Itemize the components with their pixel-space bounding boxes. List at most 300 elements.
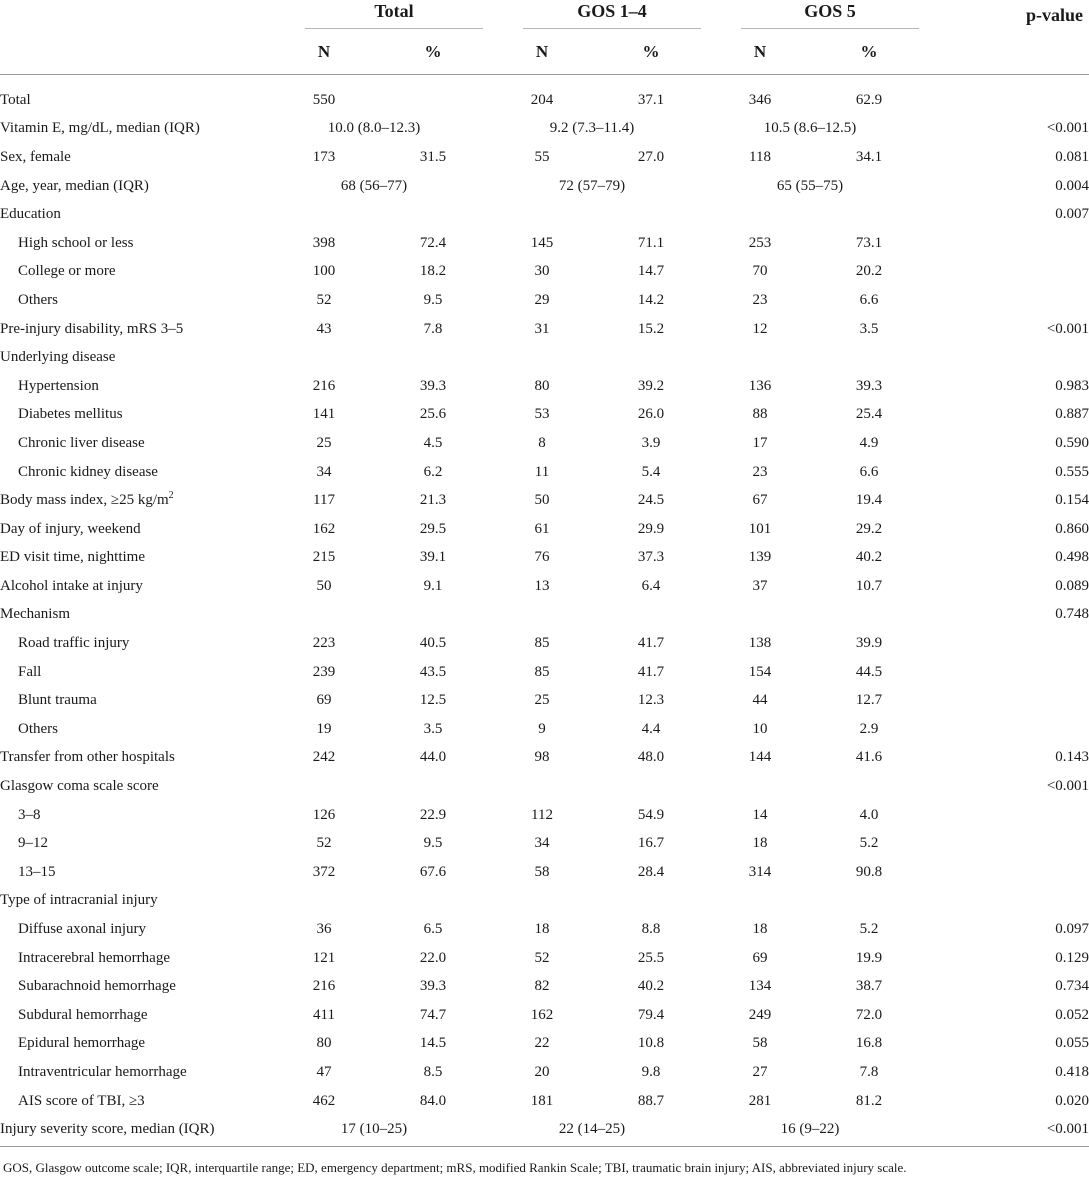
count-cell: 29 — [534, 291, 550, 308]
percent-cell — [601, 200, 701, 229]
header-group-total-label: Total — [305, 1, 483, 29]
percent-cell: 34.1 — [855, 148, 883, 165]
row-label-text: Education — [0, 206, 61, 223]
percent-cell: 72.4 — [419, 234, 447, 251]
percent-cell: 39.3 — [855, 377, 883, 394]
percent-cell — [819, 887, 919, 916]
row-label-text: Glasgow coma scale score — [0, 778, 159, 795]
row-label-text: Vitamin E, mg/dL, median (IQR) — [0, 120, 200, 137]
table-row — [0, 458, 1089, 487]
pvalue-cell: 0.154 — [1055, 492, 1089, 509]
percent-cell: 7.8 — [859, 1063, 879, 1080]
row-label — [0, 801, 265, 830]
table-row — [0, 1001, 1089, 1030]
footnote: GOS, Glasgow outcome scale; IQR, interquartile range; ED, emergency department; mRS, modified Rankin Scale; TBI, traumatic brain injury; AIS, abbreviated injury scale. — [3, 1160, 907, 1175]
percent-cell: 4.5 — [423, 434, 443, 451]
count-cell: 223 — [312, 635, 336, 652]
percent-cell: 26.0 — [637, 406, 665, 423]
count-cell: 162 — [530, 1006, 554, 1023]
percent-cell: 74.7 — [419, 1006, 447, 1023]
pvalue-cell: 0.020 — [1055, 1092, 1089, 1109]
table-row — [0, 744, 1089, 773]
percent-cell — [601, 601, 701, 630]
row-label-text: Age, year, median (IQR) — [0, 177, 149, 194]
median-iqr-cell: 10.5 (8.6–12.5) — [763, 120, 857, 137]
percent-cell: 54.9 — [637, 806, 665, 823]
row-label-text: College or more — [18, 263, 116, 280]
count-cell — [701, 200, 819, 229]
count-cell: 22 — [534, 1035, 550, 1052]
count-cell: 85 — [534, 663, 550, 680]
median-iqr-cell: 65 (55–75) — [776, 177, 844, 194]
count-cell: 126 — [312, 806, 336, 823]
count-cell: 67 — [752, 492, 768, 509]
count-cell: 346 — [748, 91, 772, 108]
header-group-gos5 — [701, 0, 919, 30]
count-cell: 242 — [312, 749, 336, 766]
row-label-text: Others — [18, 291, 58, 308]
count-cell: 173 — [312, 148, 336, 165]
percent-cell: 48.0 — [637, 749, 665, 766]
count-cell: 19 — [316, 720, 332, 737]
count-cell: 138 — [748, 635, 772, 652]
row-label-text: Epidural hemorrhage — [18, 1035, 146, 1052]
row-label — [0, 629, 265, 658]
count-cell: 58 — [534, 863, 550, 880]
count-cell: 249 — [748, 1006, 772, 1023]
row-label-text: Diffuse axonal injury — [18, 921, 147, 938]
row-label — [0, 1058, 265, 1087]
table-row — [0, 172, 1089, 201]
count-cell — [265, 343, 383, 372]
count-cell: 98 — [534, 749, 550, 766]
percent-cell: 71.1 — [637, 234, 665, 251]
percent-cell: 27.0 — [637, 148, 665, 165]
count-cell — [265, 200, 383, 229]
count-cell — [265, 601, 383, 630]
percent-cell — [819, 772, 919, 801]
row-label-text: 13–15 — [18, 863, 56, 880]
pvalue-cell — [919, 629, 1089, 658]
percent-cell: 19.9 — [855, 949, 883, 966]
row-label — [0, 401, 265, 430]
row-label-text: Alcohol intake at injury — [0, 577, 143, 594]
percent-cell — [601, 772, 701, 801]
percent-cell — [383, 772, 483, 801]
row-label — [0, 286, 265, 315]
percent-cell: 72.0 — [855, 1006, 883, 1023]
percent-cell: 12.7 — [855, 692, 883, 709]
count-cell: 47 — [316, 1063, 332, 1080]
count-cell: 69 — [316, 692, 332, 709]
table-row — [0, 1058, 1089, 1087]
percent-cell — [819, 343, 919, 372]
row-label — [0, 572, 265, 601]
pvalue-cell: 0.590 — [1055, 434, 1089, 451]
row-label — [0, 429, 265, 458]
count-cell: 11 — [534, 463, 550, 480]
percent-cell: 62.9 — [855, 91, 883, 108]
row-label — [0, 486, 265, 515]
table-row — [0, 887, 1089, 916]
row-label-text: High school or less — [18, 234, 134, 251]
count-cell: 52 — [534, 949, 550, 966]
pvalue-cell — [919, 658, 1089, 687]
count-cell: 18 — [752, 835, 768, 852]
header-sub-pct: % — [424, 42, 442, 61]
table-row — [0, 286, 1089, 315]
table-row — [0, 715, 1089, 744]
row-label-text: Type of intracranial injury — [0, 892, 158, 909]
percent-cell: 29.5 — [419, 520, 447, 537]
pvalue-cell: 0.055 — [1055, 1035, 1089, 1052]
pvalue-cell: 0.004 — [1055, 177, 1089, 194]
count-cell: 30 — [534, 263, 550, 280]
percent-cell: 41.6 — [855, 749, 883, 766]
count-cell: 372 — [312, 863, 336, 880]
count-cell: 23 — [752, 291, 768, 308]
percent-cell: 25.5 — [637, 949, 665, 966]
percent-cell: 9.5 — [423, 835, 443, 852]
percent-cell: 40.2 — [855, 549, 883, 566]
row-label-text: Mechanism — [0, 606, 70, 623]
median-iqr-cell: 22 (14–25) — [558, 1121, 626, 1138]
count-cell: 44 — [752, 692, 768, 709]
pvalue-cell — [919, 801, 1089, 830]
percent-cell: 39.1 — [419, 549, 447, 566]
pvalue-cell: 0.418 — [1055, 1063, 1089, 1080]
percent-cell — [383, 887, 483, 916]
percent-cell: 6.6 — [859, 291, 879, 308]
pvalue-cell: 0.143 — [1055, 749, 1089, 766]
row-label-text: Blunt trauma — [18, 692, 97, 709]
pvalue-cell: <0.001 — [1046, 320, 1089, 337]
count-cell: 25 — [534, 692, 550, 709]
count-cell: 18 — [534, 921, 550, 938]
percent-cell: 40.5 — [419, 635, 447, 652]
table-row — [0, 801, 1089, 830]
percent-cell: 43.5 — [419, 663, 447, 680]
median-iqr-cell: 72 (57–79) — [558, 177, 626, 194]
count-cell: 80 — [534, 377, 550, 394]
count-cell: 34 — [316, 463, 332, 480]
row-label-text: Chronic liver disease — [18, 434, 145, 451]
percent-cell: 6.2 — [423, 463, 443, 480]
pvalue-cell: <0.001 — [1046, 778, 1089, 795]
row-label-text: Others — [18, 720, 58, 737]
percent-cell: 84.0 — [419, 1092, 447, 1109]
count-cell: 117 — [313, 492, 335, 509]
count-cell — [701, 772, 819, 801]
pvalue-cell: 0.734 — [1055, 978, 1089, 995]
percent-cell: 16.8 — [855, 1035, 883, 1052]
percent-cell: 16.7 — [637, 835, 665, 852]
row-label-text: AIS score of TBI, ≥3 — [18, 1092, 145, 1109]
row-label-text: Subdural hemorrhage — [18, 1006, 148, 1023]
percent-cell: 3.5 — [859, 320, 879, 337]
row-label — [0, 972, 265, 1001]
count-cell: 69 — [752, 949, 768, 966]
pvalue-cell: 0.498 — [1055, 549, 1089, 566]
count-cell: 31 — [534, 320, 550, 337]
count-cell: 34 — [534, 835, 550, 852]
table-row — [0, 601, 1089, 630]
percent-cell: 22.0 — [419, 949, 447, 966]
count-cell — [265, 772, 383, 801]
count-cell — [483, 887, 601, 916]
percent-cell: 3.5 — [423, 720, 443, 737]
count-cell: 9 — [538, 720, 546, 737]
percent-cell: 12.3 — [637, 692, 665, 709]
table-row — [0, 372, 1089, 401]
median-iqr-cell: 17 (10–25) — [340, 1121, 408, 1138]
row-label — [0, 115, 265, 144]
percent-cell — [383, 601, 483, 630]
count-cell: 53 — [534, 406, 550, 423]
pvalue-cell: 0.887 — [1055, 406, 1089, 423]
count-cell: 8 — [538, 434, 546, 451]
percent-cell: 15.2 — [637, 320, 665, 337]
pvalue-cell — [919, 86, 1089, 115]
count-cell: 398 — [312, 234, 336, 251]
count-cell: 82 — [534, 978, 550, 995]
count-cell: 10 — [752, 720, 768, 737]
percent-cell: 73.1 — [855, 234, 883, 251]
row-label — [0, 372, 265, 401]
pvalue-cell: 0.555 — [1055, 463, 1089, 480]
count-cell: 101 — [748, 520, 772, 537]
row-label-text: Chronic kidney disease — [18, 463, 158, 480]
table-row — [0, 86, 1089, 115]
percent-cell: 38.7 — [855, 978, 883, 995]
percent-cell: 24.5 — [637, 492, 665, 509]
percent-cell: 41.7 — [637, 635, 665, 652]
count-cell: 13 — [534, 577, 550, 594]
pvalue-cell: 0.089 — [1055, 577, 1089, 594]
row-label-text: Underlying disease — [0, 349, 116, 366]
count-cell: 154 — [748, 663, 772, 680]
count-cell — [483, 772, 601, 801]
pvalue-cell — [919, 887, 1089, 916]
percent-cell: 29.2 — [855, 520, 883, 537]
header-sub-n: N — [317, 42, 331, 61]
count-cell: 23 — [752, 463, 768, 480]
count-cell: 145 — [530, 234, 554, 251]
median-iqr-cell: 10.0 (8.0–12.3) — [327, 120, 421, 137]
table-row — [0, 1115, 1089, 1144]
count-cell: 100 — [312, 263, 336, 280]
pvalue-cell — [919, 286, 1089, 315]
table-row — [0, 772, 1089, 801]
count-cell: 43 — [316, 320, 332, 337]
bottom-rule — [0, 1146, 1089, 1147]
percent-cell: 10.7 — [855, 577, 883, 594]
count-cell: 411 — [313, 1006, 335, 1023]
count-cell: 239 — [312, 663, 336, 680]
header-group-gos14-label: GOS 1–4 — [523, 1, 701, 29]
row-label — [0, 258, 265, 287]
pvalue-cell: <0.001 — [1046, 1121, 1089, 1138]
table-row — [0, 544, 1089, 573]
row-label — [0, 772, 265, 801]
table-row — [0, 343, 1089, 372]
row-label-text: Road traffic injury — [18, 635, 130, 652]
row-label — [0, 1087, 265, 1116]
percent-cell: 39.3 — [419, 978, 447, 995]
row-label — [0, 858, 265, 887]
count-cell: 141 — [312, 406, 336, 423]
row-label — [0, 343, 265, 372]
percent-cell — [383, 86, 483, 115]
count-cell: 112 — [531, 806, 553, 823]
count-cell: 162 — [312, 520, 336, 537]
row-label — [0, 229, 265, 258]
percent-cell: 21.3 — [419, 492, 447, 509]
pvalue-cell: <0.001 — [1046, 120, 1089, 137]
percent-cell: 28.4 — [637, 863, 665, 880]
percent-cell — [819, 200, 919, 229]
count-cell: 134 — [748, 978, 772, 995]
count-cell: 253 — [748, 234, 772, 251]
percent-cell: 25.4 — [855, 406, 883, 423]
row-label — [0, 172, 265, 201]
table-body — [0, 75, 1089, 1144]
row-label — [0, 887, 265, 916]
count-cell: 76 — [534, 549, 550, 566]
pvalue-cell: 0.983 — [1055, 377, 1089, 394]
percent-cell — [383, 343, 483, 372]
pvalue-cell — [919, 715, 1089, 744]
median-iqr-cell: 9.2 (7.3–11.4) — [549, 120, 635, 137]
percent-cell: 20.2 — [855, 263, 883, 280]
row-label — [0, 458, 265, 487]
count-cell — [701, 343, 819, 372]
count-cell: 281 — [748, 1092, 772, 1109]
percent-cell — [601, 887, 701, 916]
count-cell — [265, 887, 383, 916]
percent-cell — [819, 601, 919, 630]
header-group-gos14 — [483, 0, 701, 30]
percent-cell: 29.9 — [637, 520, 665, 537]
row-label — [0, 1001, 265, 1030]
percent-cell: 39.2 — [637, 377, 665, 394]
row-label-text: Hypertension — [18, 377, 99, 394]
count-cell: 58 — [752, 1035, 768, 1052]
percent-cell: 90.8 — [855, 863, 883, 880]
count-cell: 216 — [312, 978, 336, 995]
percent-cell: 9.5 — [423, 291, 443, 308]
header-sub-n: N — [753, 42, 767, 61]
count-cell: 37 — [752, 577, 768, 594]
table-row — [0, 143, 1089, 172]
percent-cell: 2.9 — [859, 720, 879, 737]
count-cell: 136 — [748, 377, 772, 394]
percent-cell — [383, 200, 483, 229]
row-label-text: Day of injury, weekend — [0, 520, 141, 537]
table-row — [0, 915, 1089, 944]
row-label — [0, 1030, 265, 1059]
percent-cell: 9.1 — [423, 577, 443, 594]
table-row — [0, 686, 1089, 715]
table-row — [0, 229, 1089, 258]
percent-cell: 3.9 — [641, 434, 661, 451]
percent-cell: 7.8 — [423, 320, 443, 337]
count-cell: 139 — [748, 549, 772, 566]
count-cell: 462 — [312, 1092, 336, 1109]
table-row — [0, 115, 1089, 144]
count-cell — [483, 343, 601, 372]
count-cell: 27 — [752, 1063, 768, 1080]
median-iqr-cell: 68 (56–77) — [340, 177, 408, 194]
count-cell — [483, 200, 601, 229]
table-row — [0, 572, 1089, 601]
row-label-text: Pre-injury disability, mRS 3–5 — [0, 320, 184, 337]
pvalue-cell — [919, 686, 1089, 715]
pvalue-cell: 0.007 — [1055, 206, 1089, 223]
count-cell: 50 — [534, 492, 550, 509]
pvalue-cell: 0.748 — [1055, 606, 1089, 623]
percent-cell: 31.5 — [419, 148, 447, 165]
table-row — [0, 858, 1089, 887]
count-cell: 216 — [312, 377, 336, 394]
row-label — [0, 715, 265, 744]
percent-cell: 6.4 — [641, 577, 661, 594]
percent-cell: 14.2 — [637, 291, 665, 308]
row-label-text: Subarachnoid hemorrhage — [18, 978, 176, 995]
percent-cell: 6.6 — [859, 463, 879, 480]
percent-cell — [601, 343, 701, 372]
percent-cell: 18.2 — [419, 263, 447, 280]
percent-cell: 14.5 — [419, 1035, 447, 1052]
percent-cell: 41.7 — [637, 663, 665, 680]
header-pvalue: p-value — [1026, 4, 1084, 25]
pvalue-cell: 0.081 — [1055, 148, 1089, 165]
pvalue-cell: 0.860 — [1055, 520, 1089, 537]
pvalue-cell: 0.129 — [1055, 949, 1089, 966]
count-cell: 61 — [534, 520, 550, 537]
row-label — [0, 944, 265, 973]
count-cell: 70 — [752, 263, 768, 280]
header-group-total — [265, 0, 483, 30]
percent-cell: 14.7 — [637, 263, 665, 280]
row-label — [0, 86, 265, 115]
table-row — [0, 972, 1089, 1001]
row-label — [0, 515, 265, 544]
row-label-text: Sex, female — [0, 148, 71, 165]
pvalue-cell — [919, 229, 1089, 258]
count-cell — [701, 601, 819, 630]
header-sub-n: N — [535, 42, 549, 61]
row-label — [0, 915, 265, 944]
percent-cell: 39.3 — [419, 377, 447, 394]
row-label — [0, 544, 265, 573]
percent-cell: 22.9 — [419, 806, 447, 823]
percent-cell: 5.2 — [859, 835, 879, 852]
row-label — [0, 1115, 265, 1144]
table-row — [0, 200, 1089, 229]
count-cell: 85 — [534, 635, 550, 652]
percent-cell: 40.2 — [637, 978, 665, 995]
row-label-text: Transfer from other hospitals — [0, 749, 175, 766]
row-label — [0, 200, 265, 229]
percent-cell: 67.6 — [419, 863, 447, 880]
percent-cell: 4.4 — [641, 720, 661, 737]
pvalue-cell: 0.052 — [1055, 1006, 1089, 1023]
table-row — [0, 1087, 1089, 1116]
header-sub-pct: % — [860, 42, 878, 61]
percent-cell: 6.5 — [423, 921, 443, 938]
table-row — [0, 658, 1089, 687]
